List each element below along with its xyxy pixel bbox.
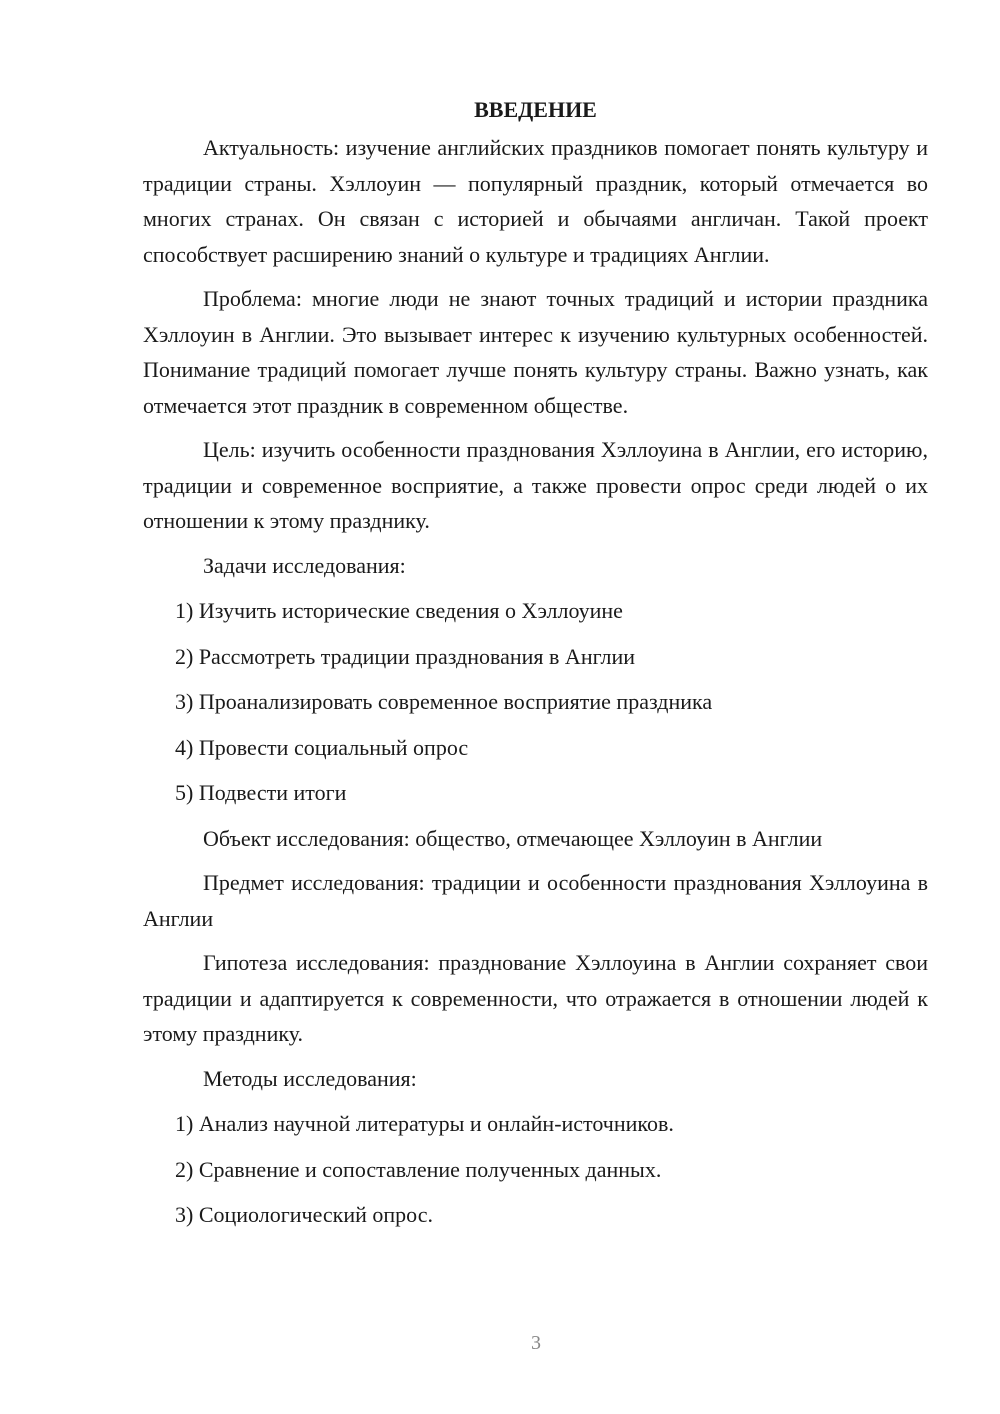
task-item: 4) Провести социальный опрос (175, 734, 469, 760)
task-item: 2) Рассмотреть традиции празднования в Англии (175, 643, 636, 669)
method-item: 2) Сравнение и сопоставление полученных данных. (175, 1156, 662, 1182)
problem-paragraph: Проблема: многие люди не знают точных традиций и истории праздника Хэллоуин в Англии. Это вызывает интерес к изучению культурных особенностей. Понимание традиций помогает лучше понять культуру страны. Важно узнать, как отмечается этот праздник в современном обществе. (143, 286, 928, 418)
method-item: 3) Социологический опрос. (175, 1202, 433, 1227)
task-item: 5) Подвести итоги (175, 780, 347, 805)
page-number: 3 (531, 1332, 541, 1354)
object-paragraph: Объект исследования: общество, отмечающее Хэллоуин в Англии (203, 825, 823, 851)
section-title: ВВЕДЕНИЕ (474, 97, 597, 122)
document-page (143, 92, 928, 1243)
methods-list (143, 1106, 928, 1233)
task-item: 1) Изучить исторические сведения о Хэллоуине (175, 598, 623, 623)
task-item: 3) Проанализировать современное восприятие праздника (175, 689, 713, 714)
subject-paragraph: Предмет исследования: традиции и особенности празднования Хэллоуина в Англии (143, 870, 928, 931)
method-item: 1) Анализ научной литературы и онлайн-источников. (175, 1111, 674, 1136)
goal-paragraph: Цель: изучить особенности празднования Хэллоуина в Англии, его историю, традиции и современное восприятие, а также провести опрос среди людей о их отношении к этому празднику. (143, 437, 928, 533)
methods-label: Методы исследования: (203, 1065, 417, 1091)
tasks-label: Задачи исследования: (203, 552, 406, 578)
relevance-paragraph: Актуальность: изучение английских праздников помогает понять культуру и традиции страны. Хэллоуин — популярный праздник, который отмечается во многих странах. Он связан с историей и обычаями англичан. Такой проект способствует расширению знаний о культуре и традициях Англии. (143, 135, 928, 267)
tasks-list (143, 593, 928, 811)
hypothesis-paragraph: Гипотеза исследования: празднование Хэллоуина в Англии сохраняет свои традиции и адаптируется к современности, что отражается в отношении людей к этому празднику. (143, 950, 928, 1046)
